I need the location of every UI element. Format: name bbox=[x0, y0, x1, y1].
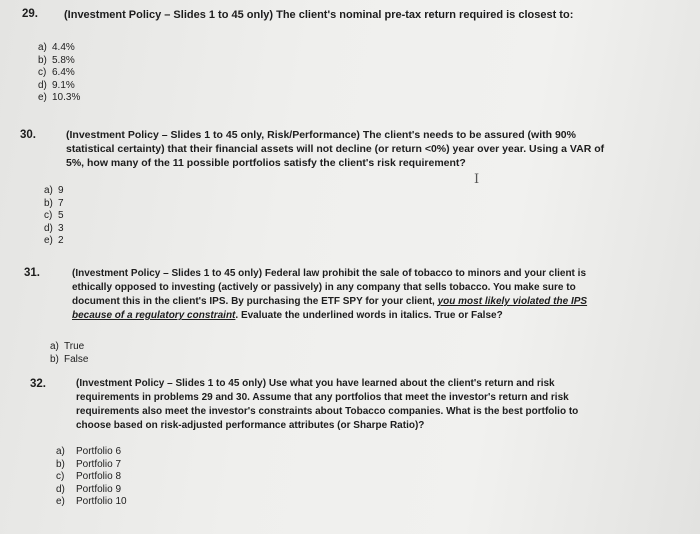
answer-options bbox=[38, 42, 80, 105]
answer-options bbox=[44, 185, 64, 248]
option-d[interactable]: d) 9.1% bbox=[38, 79, 75, 91]
option-b[interactable]: b) False bbox=[50, 353, 89, 365]
option-b[interactable]: b) Portfolio 7 bbox=[56, 458, 122, 470]
text-cursor-icon: I bbox=[474, 172, 480, 187]
option-b[interactable]: b) 5.8% bbox=[38, 54, 75, 66]
question-number: 31. bbox=[24, 267, 40, 279]
question-text: (Investment Policy – Slides 1 to 45 only) Use what you have learned about the client's return and risk requirements in problems 29 and 30. Assume that any portfolios that meet the investor's return and risk requirements also meet the investor's constraints about Tobacco companies. What is the best portfolio to choose based on risk-adjusted performance attributes (or Sharpe Ratio)? bbox=[76, 378, 579, 431]
answer-options bbox=[56, 446, 127, 509]
option-a[interactable]: a) 9 bbox=[44, 185, 64, 196]
question-number: 32. bbox=[30, 378, 46, 390]
option-c[interactable]: c) 6.4% bbox=[38, 67, 75, 78]
option-d[interactable]: d) 3 bbox=[44, 222, 64, 234]
question-number: 30. bbox=[20, 129, 36, 141]
question-text: (Investment Policy – Slides 1 to 45 only) Federal law prohibit the sale of tobacco to minors and your client is ethically opposed to investing (actively or passively) in any company that sells tobacco. You make sure to document this in the client's IPS. By purchasing the ETF SPY for your client, you most likely violated the IPS because of a regulatory constraint. Evaluate the underlined words in italics. True or False? bbox=[72, 268, 588, 321]
question-text: (Investment Policy – Slides 1 to 45 only, Risk/Performance) The client's needs to be assured (with 90% statistical certainty) that their financial assets will not decline (or return <0%) year over year. Using a VAR of 5%, how many of the 11 possible portfolios satisfy the client's risk requirement? bbox=[66, 129, 605, 169]
answer-options bbox=[50, 341, 88, 366]
question-text: (Investment Policy – Slides 1 to 45 only) The client's nominal pre-tax return required is closest to: bbox=[64, 9, 574, 21]
option-b[interactable]: b) 7 bbox=[44, 197, 64, 209]
question-number: 29. bbox=[22, 8, 38, 20]
option-e[interactable]: e) Portfolio 10 bbox=[56, 496, 127, 507]
option-d[interactable]: d) Portfolio 9 bbox=[56, 483, 122, 495]
underlined-italic-text: because of a regulatory constraint bbox=[72, 310, 236, 321]
option-e[interactable]: e) 10.3% bbox=[38, 92, 81, 103]
option-c[interactable]: c) Portfolio 8 bbox=[56, 471, 122, 482]
option-a[interactable]: a) Portfolio 6 bbox=[56, 446, 122, 457]
option-a[interactable]: a) 4.4% bbox=[38, 42, 75, 53]
option-c[interactable]: c) 5 bbox=[44, 210, 64, 221]
option-a[interactable]: a) True bbox=[50, 341, 85, 352]
underlined-italic-text: you most likely violated the IPS bbox=[437, 296, 588, 307]
option-e[interactable]: e) 2 bbox=[44, 235, 64, 246]
